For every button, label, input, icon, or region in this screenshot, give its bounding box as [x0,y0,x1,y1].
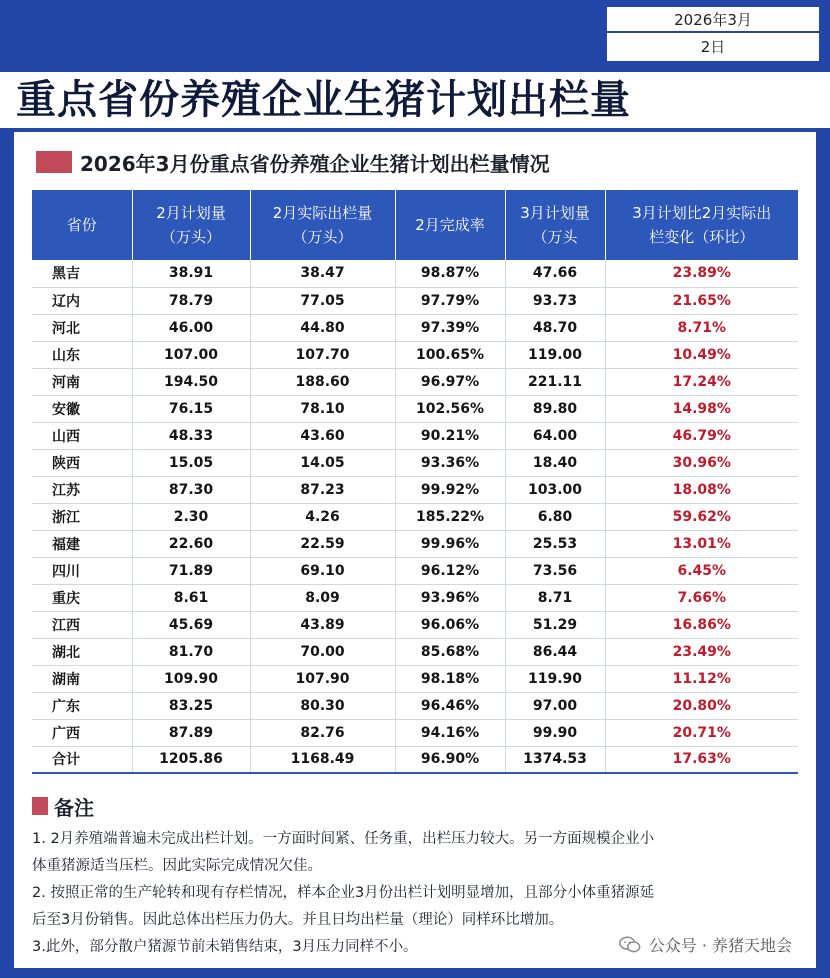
table-cell: 85.68% [395,638,505,665]
note-line: 后至3月份销售。因此总体出栏压力仍大。并且日均出栏量（理论）同样环比增加。 [32,912,564,928]
table-cell: 97.00 [505,692,605,719]
table-cell: 17.63% [605,746,798,773]
province-cell: 湖北 [32,638,132,665]
table-cell: 99.92% [395,476,505,503]
table-row [32,557,798,584]
table-cell: 99.90 [505,719,605,746]
table-cell: 23.89% [605,260,798,287]
table-cell: 73.56 [505,557,605,584]
table-cell: 96.90% [395,746,505,773]
table-cell: 82.76 [250,719,395,746]
table-cell: 1168.49 [250,746,395,773]
table-cell: 194.50 [132,368,250,395]
province-cell: 辽内 [32,287,132,314]
watermark-text: 公众号 · 养猪天地会 [648,936,792,955]
table-cell: 96.46% [395,692,505,719]
table-cell: 80.30 [250,692,395,719]
table-cell: 25.53 [505,530,605,557]
table-cell: 94.16% [395,719,505,746]
table-cell: 97.79% [395,287,505,314]
notes-heading [32,792,802,820]
table-cell: 47.66 [505,260,605,287]
content-panel [14,132,816,968]
subtitle-text: 2026年3月份重点省份养殖企业生猪计划出栏量情况 [80,151,550,176]
table-header [32,190,798,260]
table-cell: 87.23 [250,476,395,503]
data-table [32,190,798,774]
table-row [32,746,798,773]
table-cell: 185.22% [395,503,505,530]
table-cell: 97.39% [395,314,505,341]
table-cell: 8.61 [132,584,250,611]
column-header: 2月完成率 [395,190,505,260]
table-cell: 93.36% [395,449,505,476]
table-cell: 59.62% [605,503,798,530]
table-cell: 1374.53 [505,746,605,773]
table-cell: 46.00 [132,314,250,341]
table-cell: 93.73 [505,287,605,314]
note-line: 体重猪源适当压栏。因此实际完成情况欠佳。 [32,858,322,874]
table-cell: 48.70 [505,314,605,341]
table-cell: 16.86% [605,611,798,638]
table-cell: 76.15 [132,395,250,422]
table-cell: 8.09 [250,584,395,611]
table-cell: 46.79% [605,422,798,449]
table-cell: 21.65% [605,287,798,314]
subtitle-marker [36,151,72,173]
province-cell: 江西 [32,611,132,638]
table-cell: 83.25 [132,692,250,719]
table-cell: 43.89 [250,611,395,638]
table-cell: 22.59 [250,530,395,557]
table-cell: 11.12% [605,665,798,692]
table-cell: 188.60 [250,368,395,395]
table-cell: 14.05 [250,449,395,476]
column-header: 3月计划量 （万头 [505,190,605,260]
table-row [32,314,798,341]
table-row [32,449,798,476]
table-cell: 119.00 [505,341,605,368]
table-subtitle [36,148,550,176]
province-cell: 山东 [32,341,132,368]
date-box [606,6,820,62]
table-cell: 96.06% [395,611,505,638]
table-cell: 17.24% [605,368,798,395]
table-cell: 8.71 [505,584,605,611]
table-cell: 78.10 [250,395,395,422]
table-cell: 98.87% [395,260,505,287]
province-cell: 福建 [32,530,132,557]
column-header: 2月计划量 （万头） [132,190,250,260]
table-row [32,719,798,746]
table-cell: 13.01% [605,530,798,557]
table-cell: 96.97% [395,368,505,395]
column-header: 省份 [32,190,132,260]
province-cell: 黑吉 [32,260,132,287]
table-cell: 77.05 [250,287,395,314]
table-container [32,190,798,774]
table-cell: 98.18% [395,665,505,692]
table-row [32,584,798,611]
table-row [32,341,798,368]
table-row [32,260,798,287]
table-cell: 103.00 [505,476,605,503]
province-cell: 河南 [32,368,132,395]
table-cell: 23.49% [605,638,798,665]
table-cell: 7.66% [605,584,798,611]
province-cell: 重庆 [32,584,132,611]
table-cell: 100.65% [395,341,505,368]
table-cell: 6.45% [605,557,798,584]
table-cell: 1205.86 [132,746,250,773]
table-row [32,665,798,692]
province-cell: 安徽 [32,395,132,422]
table-cell: 93.96% [395,584,505,611]
table-cell: 99.96% [395,530,505,557]
table-cell: 30.96% [605,449,798,476]
table-cell: 51.29 [505,611,605,638]
table-cell: 15.05 [132,449,250,476]
table-row [32,422,798,449]
table-cell: 64.00 [505,422,605,449]
table-cell: 20.80% [605,692,798,719]
note-line: 3.此外，部分散户猪源节前未销售结束，3月压力同样不小。 [32,939,418,955]
table-cell: 89.80 [505,395,605,422]
province-cell: 湖南 [32,665,132,692]
table-cell: 107.90 [250,665,395,692]
table-row [32,638,798,665]
table-cell: 81.70 [132,638,250,665]
table-cell: 2.30 [132,503,250,530]
notes-label: 备注 [54,795,94,820]
table-cell: 109.90 [132,665,250,692]
date-month: 2026年3月 [607,7,819,33]
province-cell: 江苏 [32,476,132,503]
province-cell: 四川 [32,557,132,584]
note-line: 1. 2月养殖端普遍未完成出栏计划。一方面时间紧、任务重，出栏压力较大。另一方面规模企业小 [32,831,655,847]
table-cell: 10.49% [605,341,798,368]
province-cell: 陕西 [32,449,132,476]
table-cell: 107.70 [250,341,395,368]
title-bar [0,72,830,128]
table-cell: 221.11 [505,368,605,395]
table-cell: 14.98% [605,395,798,422]
page-title: 重点省份养殖企业生猪计划出栏量 [16,77,631,123]
table-cell: 38.47 [250,260,395,287]
table-cell: 20.71% [605,719,798,746]
table-row [32,530,798,557]
table-cell: 4.26 [250,503,395,530]
table-cell: 86.44 [505,638,605,665]
table-cell: 6.80 [505,503,605,530]
table-body [32,260,798,773]
table-cell: 107.00 [132,341,250,368]
table-cell: 45.69 [132,611,250,638]
table-cell: 119.90 [505,665,605,692]
table-cell: 71.89 [132,557,250,584]
table-row [32,611,798,638]
province-cell: 河北 [32,314,132,341]
table-cell: 70.00 [250,638,395,665]
table-cell: 8.71% [605,314,798,341]
column-header: 2月实际出栏量 （万头） [250,190,395,260]
table-row [32,368,798,395]
wechat-icon [619,934,641,956]
province-cell: 山西 [32,422,132,449]
table-row [32,395,798,422]
province-cell: 广西 [32,719,132,746]
table-cell: 22.60 [132,530,250,557]
table-cell: 48.33 [132,422,250,449]
table-cell: 44.80 [250,314,395,341]
table-cell: 96.12% [395,557,505,584]
table-row [32,503,798,530]
table-cell: 18.08% [605,476,798,503]
table-cell: 18.40 [505,449,605,476]
province-cell: 浙江 [32,503,132,530]
province-cell: 广东 [32,692,132,719]
date-day: 2日 [700,38,726,56]
table-row [32,692,798,719]
table-cell: 38.91 [132,260,250,287]
table-row [32,476,798,503]
province-cell: 合计 [32,746,132,773]
table-cell: 87.30 [132,476,250,503]
watermark [619,933,792,956]
table-cell: 43.60 [250,422,395,449]
table-cell: 69.10 [250,557,395,584]
column-header: 3月计划比2月实际出 栏变化（环比） [605,190,798,260]
note-line: 2. 按照正常的生产轮转和现有存栏情况，样本企业3月份出栏计划明显增加，且部分小体重猪源延 [32,885,655,901]
table-row [32,287,798,314]
table-cell: 90.21% [395,422,505,449]
notes-marker [32,797,48,815]
table-cell: 78.79 [132,287,250,314]
table-cell: 102.56% [395,395,505,422]
table-cell: 87.89 [132,719,250,746]
